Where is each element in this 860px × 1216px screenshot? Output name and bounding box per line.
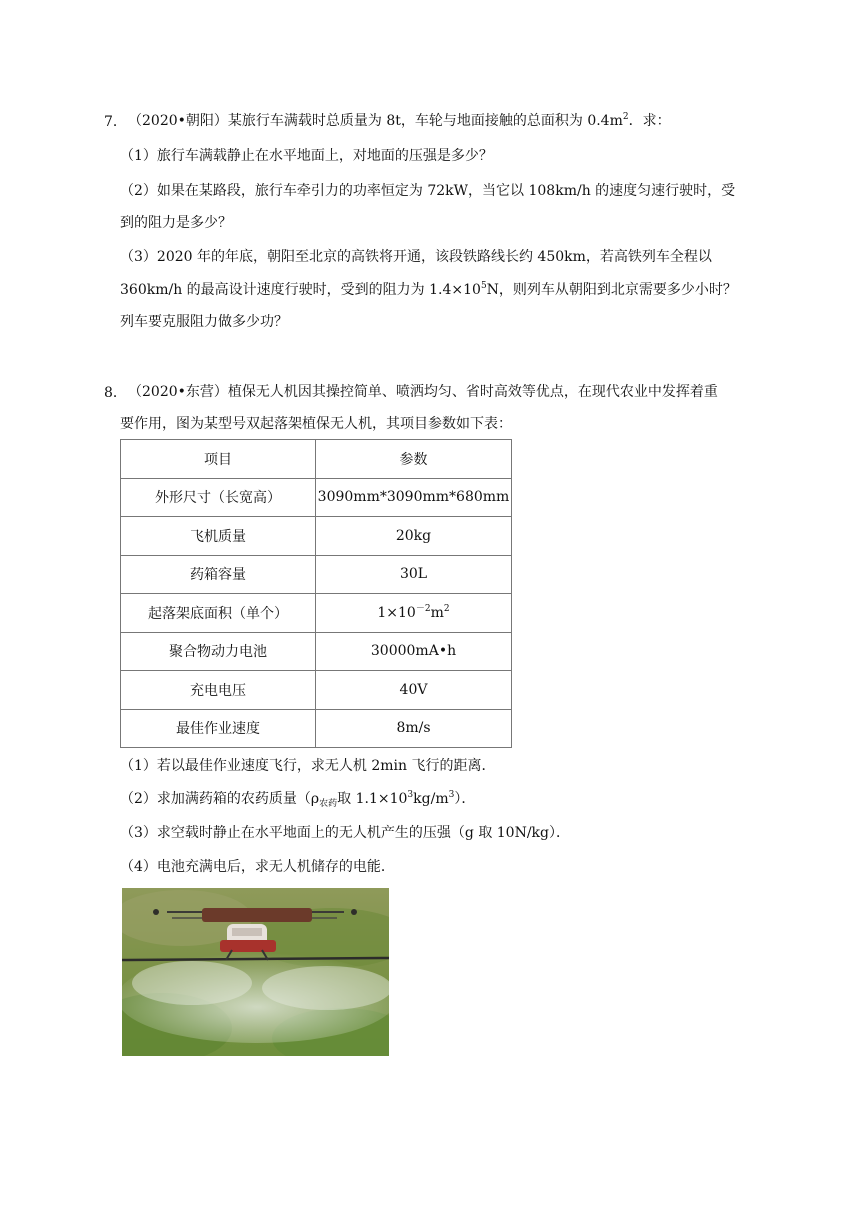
sub-question-4: （4）电池充满电后，求无人机储存的电能． bbox=[120, 859, 395, 875]
parameter-table bbox=[120, 439, 512, 748]
question-stem: （2020•朝阳）某旅行车满载时总质量为 8t，车轮与地面接触的总面积为 $0.4m^2$．求： bbox=[128, 112, 671, 129]
sub-question-1: （1）若以最佳作业速度飞行，求无人机 2min 飞行的距离． bbox=[120, 758, 496, 774]
table-row bbox=[121, 632, 512, 671]
sub-question-2: （2）如果在某路段，旅行车牵引力的功率恒定为 72kW，当它以 108km/h 的速度匀速行驶时，受 bbox=[120, 183, 736, 199]
table-cell: 飞机质量 bbox=[121, 517, 316, 556]
table-cell: $1\times 10^{-2}m^2$ bbox=[316, 594, 512, 633]
table-cell: 充电电压 bbox=[121, 671, 316, 710]
table-row bbox=[121, 555, 512, 594]
table-cell: 外形尺寸（长宽高） bbox=[121, 478, 316, 517]
crop-spraying-drone-photo-icon bbox=[122, 888, 389, 1056]
sub-question-3: （3）求空载时静止在水平地面上的无人机产生的压强（g 取 10N/kg）． bbox=[120, 825, 570, 841]
question-stem: （2020•东营）植保无人机因其操控简单、喷洒均匀、省时高效等优点，在现代农业中发挥着重 bbox=[128, 384, 718, 400]
table-row bbox=[121, 594, 512, 633]
question-stem-cont: 要作用，图为某型号双起落架植保无人机，其项目参数如下表： bbox=[120, 416, 512, 432]
table-cell: 药箱容量 bbox=[121, 555, 316, 594]
table-row bbox=[121, 517, 512, 556]
table-header-cell: 参数 bbox=[316, 440, 512, 479]
table-cell: 聚合物动力电池 bbox=[121, 632, 316, 671]
table-cell: 最佳作业速度 bbox=[121, 709, 316, 748]
table-cell: 30000mA•h bbox=[316, 632, 512, 671]
question-number: 7． bbox=[104, 114, 127, 130]
drone-photo bbox=[122, 888, 389, 1056]
table-cell: 40V bbox=[316, 671, 512, 710]
table-row bbox=[121, 709, 512, 748]
table-cell: 3090mm*3090mm*680mm bbox=[316, 478, 512, 517]
table-header-cell: 项目 bbox=[121, 440, 316, 479]
table-cell: 30L bbox=[316, 555, 512, 594]
table-cell: 20kg bbox=[316, 517, 512, 556]
sub-question-3-cont: 360km/h 的最高设计速度行驶时，受到的阻力为 $1.4\times 10^5N$，则列车从朝阳到北京需要多少小时？ bbox=[120, 281, 737, 298]
sub-question-2: （2）求加满药箱的农药质量（$\rho_{农药}$取 $1.1\times 10^3kg/m^3$）． bbox=[120, 790, 476, 809]
sub-question-3-cont2: 列车要克服阻力做多少功？ bbox=[120, 314, 288, 330]
question-number: 8． bbox=[104, 385, 127, 401]
table-cell: 起落架底面积（单个） bbox=[121, 594, 316, 633]
table-row bbox=[121, 671, 512, 710]
sub-question-3: （3）2020 年的年底，朝阳至北京的高铁将开通，该段铁路线长约 450km，若高铁列车全程以 bbox=[120, 249, 712, 265]
sub-question-1: （1）旅行车满载静止在水平地面上，对地面的压强是多少？ bbox=[120, 148, 493, 164]
table-cell: 8m/s bbox=[316, 709, 512, 748]
table-row bbox=[121, 478, 512, 517]
sub-question-2-cont: 到的阻力是多少？ bbox=[120, 215, 232, 231]
table-header-row bbox=[121, 440, 512, 479]
